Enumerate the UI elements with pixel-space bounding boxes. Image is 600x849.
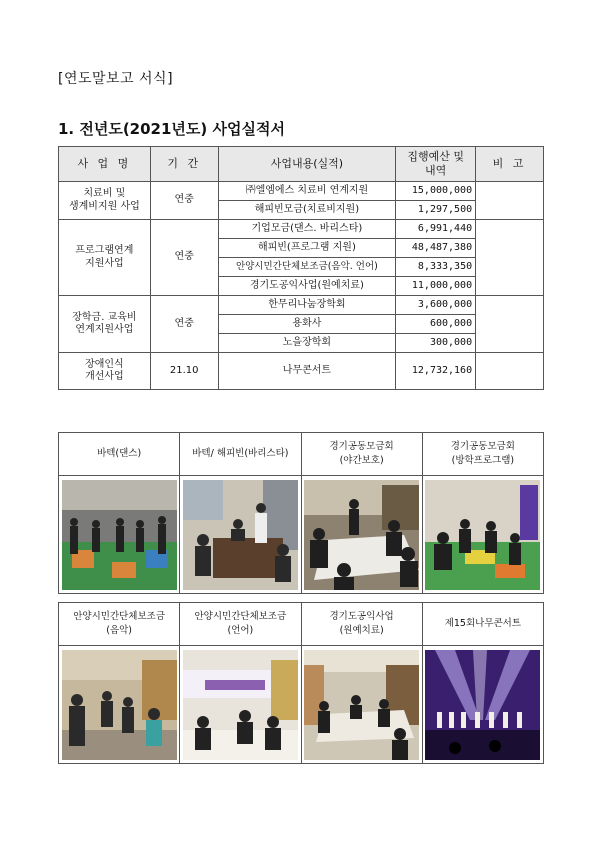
project-content: 해피빈(프로그램 지원) bbox=[218, 239, 396, 258]
project-content: 안양시민간단체보조금(음악. 언어) bbox=[218, 258, 396, 277]
concert-photo bbox=[425, 650, 540, 760]
project-note bbox=[476, 296, 544, 353]
project-note bbox=[476, 220, 544, 296]
photo-caption: 경기공동모금회 (야간보호) bbox=[329, 440, 394, 466]
project-name: 장애인식 개선사업 bbox=[59, 353, 151, 390]
table-row bbox=[59, 182, 544, 201]
photo-caption: 경기공동모금회 (방학프로그램) bbox=[450, 440, 515, 466]
project-period: 연중 bbox=[150, 182, 218, 220]
project-note bbox=[476, 353, 544, 390]
header-budget: 집행예산 및 내역 bbox=[396, 147, 476, 182]
project-content: 경기도공익사업(원예치료) bbox=[218, 277, 396, 296]
header-note: 비 고 bbox=[476, 147, 544, 182]
photo-grid bbox=[58, 432, 544, 764]
project-amount: 11,000,000 bbox=[396, 277, 476, 296]
photo-caption: 바텍(댄스) bbox=[97, 447, 142, 459]
photo-row bbox=[59, 476, 544, 594]
project-amount: 1,297,500 bbox=[396, 201, 476, 220]
project-amount: 15,000,000 bbox=[396, 182, 476, 201]
photo-caption-row bbox=[59, 603, 544, 646]
project-content: 해피빈모금(치료비지원) bbox=[218, 201, 396, 220]
table-row bbox=[59, 296, 544, 315]
vacation-program-photo bbox=[425, 480, 540, 590]
project-amount: 8,333,350 bbox=[396, 258, 476, 277]
project-content: ㈜엘엠에스 치료비 연계지원 bbox=[218, 182, 396, 201]
project-period: 21.10 bbox=[150, 353, 218, 390]
project-amount: 3,600,000 bbox=[396, 296, 476, 315]
section-title: [연도말보고 서식] bbox=[58, 71, 174, 87]
project-amount: 48,487,380 bbox=[396, 239, 476, 258]
project-amount: 300,000 bbox=[396, 334, 476, 353]
photo-row bbox=[59, 646, 544, 764]
header-period: 기 간 bbox=[150, 147, 218, 182]
table-header-row bbox=[59, 147, 544, 182]
photo-caption: 바텍/ 해피빈(바리스타) bbox=[192, 447, 289, 459]
project-content: 기업모금(댄스. 바리스타) bbox=[218, 220, 396, 239]
project-name: 장학금. 교육비 연계지원사업 bbox=[59, 296, 151, 353]
photo-caption: 제15회나무콘서트 bbox=[444, 617, 522, 629]
project-content: 한무리나눔장학회 bbox=[218, 296, 396, 315]
table-row bbox=[59, 220, 544, 239]
photo-caption-row bbox=[59, 433, 544, 476]
table-row bbox=[59, 353, 544, 390]
photo-caption: 경기도공익사업 (원예치료) bbox=[329, 610, 394, 636]
language-photo bbox=[183, 650, 298, 760]
grid-spacer bbox=[59, 594, 544, 603]
project-content: 나무콘서트 bbox=[218, 353, 396, 390]
dance-photo bbox=[62, 480, 177, 590]
project-amount: 6,991,440 bbox=[396, 220, 476, 239]
report-subtitle: 1. 전년도(2021년도) 사업실적서 bbox=[58, 120, 285, 138]
barista-photo bbox=[183, 480, 298, 590]
header-name: 사 업 명 bbox=[59, 147, 151, 182]
performance-table bbox=[58, 146, 544, 390]
music-photo bbox=[62, 650, 177, 760]
project-amount: 12,732,160 bbox=[396, 353, 476, 390]
project-name: 프로그램연계 지원사업 bbox=[59, 220, 151, 296]
project-amount: 600,000 bbox=[396, 315, 476, 334]
photo-caption: 안양시민간단체보조금 (언어) bbox=[194, 610, 287, 636]
photo-caption: 안양시민간단체보조금 (음악) bbox=[73, 610, 166, 636]
project-content: 노을장학회 bbox=[218, 334, 396, 353]
project-note bbox=[476, 182, 544, 220]
night-care-photo bbox=[304, 480, 419, 590]
project-name: 치료비 및 생계비지원 사업 bbox=[59, 182, 151, 220]
project-period: 연중 bbox=[150, 220, 218, 296]
project-period: 연중 bbox=[150, 296, 218, 353]
header-content: 사업내용(실적) bbox=[218, 147, 396, 182]
project-content: 용화사 bbox=[218, 315, 396, 334]
horticulture-photo bbox=[304, 650, 419, 760]
